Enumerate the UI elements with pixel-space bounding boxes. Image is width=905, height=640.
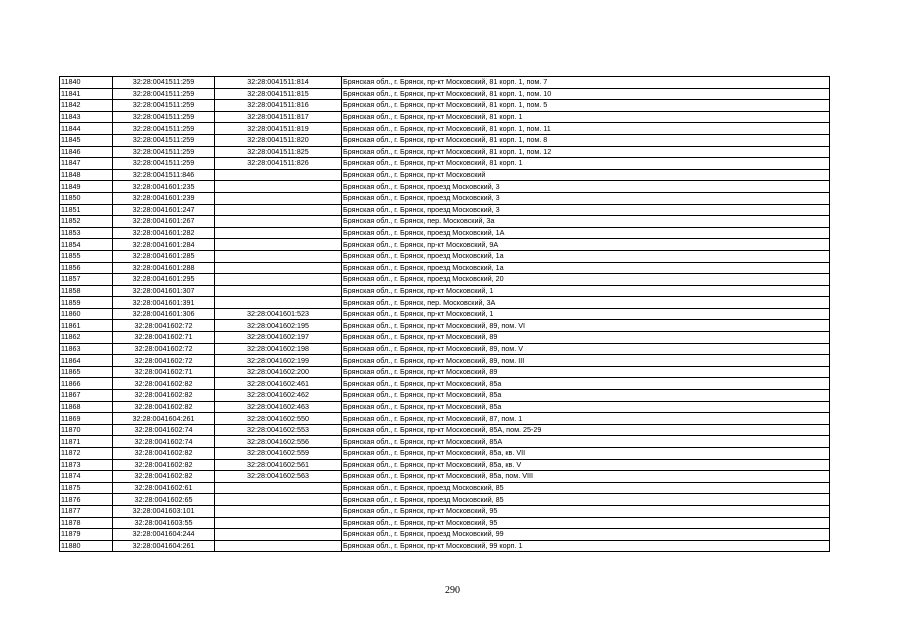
row-number-cell: 11859 bbox=[60, 297, 113, 309]
row-number-cell: 11880 bbox=[60, 540, 113, 552]
table-row bbox=[60, 343, 830, 355]
object-cadastral-number-cell bbox=[215, 192, 342, 204]
row-number-cell: 11845 bbox=[60, 134, 113, 146]
table-row bbox=[60, 459, 830, 471]
object-cadastral-number-cell bbox=[215, 482, 342, 494]
table-row bbox=[60, 471, 830, 483]
address-cell: Брянская обл., г. Брянск, проезд Московский, 1а bbox=[342, 250, 830, 262]
parcel-cadastral-number-cell: 32:28:0041511:259 bbox=[113, 146, 215, 158]
row-number-cell: 11857 bbox=[60, 274, 113, 286]
row-number-cell: 11842 bbox=[60, 100, 113, 112]
row-number-cell: 11846 bbox=[60, 146, 113, 158]
table-row bbox=[60, 216, 830, 228]
row-number-cell: 11855 bbox=[60, 250, 113, 262]
table-row bbox=[60, 88, 830, 100]
row-number-cell: 11848 bbox=[60, 169, 113, 181]
row-number-cell: 11863 bbox=[60, 343, 113, 355]
object-cadastral-number-cell bbox=[215, 227, 342, 239]
table-row bbox=[60, 204, 830, 216]
parcel-cadastral-number-cell: 32:28:0041604:244 bbox=[113, 529, 215, 541]
row-number-cell: 11872 bbox=[60, 448, 113, 460]
row-number-cell: 11873 bbox=[60, 459, 113, 471]
row-number-cell: 11861 bbox=[60, 320, 113, 332]
row-number-cell: 11869 bbox=[60, 413, 113, 425]
table-row bbox=[60, 320, 830, 332]
object-cadastral-number-cell: 32:28:0041511:815 bbox=[215, 88, 342, 100]
parcel-cadastral-number-cell: 32:28:0041601:306 bbox=[113, 308, 215, 320]
address-cell: Брянская обл., г. Брянск, пр-кт Московский, 85а bbox=[342, 401, 830, 413]
parcel-cadastral-number-cell: 32:28:0041601:285 bbox=[113, 250, 215, 262]
parcel-cadastral-number-cell: 32:28:0041602:72 bbox=[113, 343, 215, 355]
address-cell: Брянская обл., г. Брянск, пр-кт Московский, 81 корп. 1, пом. 7 bbox=[342, 77, 830, 89]
object-cadastral-number-cell: 32:28:0041602:463 bbox=[215, 401, 342, 413]
address-cell: Брянская обл., г. Брянск, пр-кт Московский, 81 корп. 1 bbox=[342, 111, 830, 123]
object-cadastral-number-cell bbox=[215, 250, 342, 262]
address-cell: Брянская обл., г. Брянск, пр-кт Московский, 89, пом. V bbox=[342, 343, 830, 355]
table-row bbox=[60, 448, 830, 460]
object-cadastral-number-cell: 32:28:0041602:561 bbox=[215, 459, 342, 471]
table-row bbox=[60, 424, 830, 436]
parcel-cadastral-number-cell: 32:28:0041601:247 bbox=[113, 204, 215, 216]
row-number-cell: 11864 bbox=[60, 355, 113, 367]
table-row bbox=[60, 227, 830, 239]
parcel-cadastral-number-cell: 32:28:0041602:74 bbox=[113, 424, 215, 436]
parcel-cadastral-number-cell: 32:28:0041602:82 bbox=[113, 401, 215, 413]
parcel-cadastral-number-cell: 32:28:0041601:284 bbox=[113, 239, 215, 251]
table-row bbox=[60, 77, 830, 89]
row-number-cell: 11876 bbox=[60, 494, 113, 506]
table-row bbox=[60, 413, 830, 425]
table-row bbox=[60, 390, 830, 402]
object-cadastral-number-cell: 32:28:0041511:820 bbox=[215, 134, 342, 146]
parcel-cadastral-number-cell: 32:28:0041511:259 bbox=[113, 100, 215, 112]
object-cadastral-number-cell bbox=[215, 169, 342, 181]
parcel-cadastral-number-cell: 32:28:0041601:239 bbox=[113, 192, 215, 204]
row-number-cell: 11843 bbox=[60, 111, 113, 123]
table-row bbox=[60, 355, 830, 367]
table-row bbox=[60, 332, 830, 344]
address-cell: Брянская обл., г. Брянск, проезд Московский, 3 bbox=[342, 204, 830, 216]
parcel-cadastral-number-cell: 32:28:0041602:72 bbox=[113, 320, 215, 332]
object-cadastral-number-cell: 32:28:0041602:550 bbox=[215, 413, 342, 425]
table-row bbox=[60, 250, 830, 262]
object-cadastral-number-cell: 32:28:0041602:197 bbox=[215, 332, 342, 344]
object-cadastral-number-cell: 32:28:0041602:461 bbox=[215, 378, 342, 390]
object-cadastral-number-cell bbox=[215, 285, 342, 297]
parcel-cadastral-number-cell: 32:28:0041601:282 bbox=[113, 227, 215, 239]
table-row bbox=[60, 436, 830, 448]
address-cell: Брянская обл., г. Брянск, пр-кт Московский bbox=[342, 169, 830, 181]
parcel-cadastral-number-cell: 32:28:0041603:101 bbox=[113, 505, 215, 517]
parcel-cadastral-number-cell: 32:28:0041604:261 bbox=[113, 413, 215, 425]
object-cadastral-number-cell: 32:28:0041602:199 bbox=[215, 355, 342, 367]
row-number-cell: 11865 bbox=[60, 366, 113, 378]
parcel-cadastral-number-cell: 32:28:0041602:61 bbox=[113, 482, 215, 494]
row-number-cell: 11853 bbox=[60, 227, 113, 239]
object-cadastral-number-cell bbox=[215, 494, 342, 506]
table-row bbox=[60, 517, 830, 529]
parcel-cadastral-number-cell: 32:28:0041511:259 bbox=[113, 123, 215, 135]
table-row bbox=[60, 192, 830, 204]
object-cadastral-number-cell bbox=[215, 297, 342, 309]
table-row bbox=[60, 308, 830, 320]
row-number-cell: 11854 bbox=[60, 239, 113, 251]
table-row bbox=[60, 146, 830, 158]
parcel-cadastral-number-cell: 32:28:0041511:846 bbox=[113, 169, 215, 181]
parcel-cadastral-number-cell: 32:28:0041602:71 bbox=[113, 366, 215, 378]
row-number-cell: 11858 bbox=[60, 285, 113, 297]
row-number-cell: 11871 bbox=[60, 436, 113, 448]
object-cadastral-number-cell bbox=[215, 204, 342, 216]
object-cadastral-number-cell bbox=[215, 239, 342, 251]
address-cell: Брянская обл., г. Брянск, пр-кт Московский, 85а, кв. VII bbox=[342, 448, 830, 460]
parcel-cadastral-number-cell: 32:28:0041602:82 bbox=[113, 390, 215, 402]
address-cell: Брянская обл., г. Брянск, проезд Московский, 20 bbox=[342, 274, 830, 286]
address-cell: Брянская обл., г. Брянск, пр-кт Московский, 81 корп. 1, пом. 10 bbox=[342, 88, 830, 100]
table-row bbox=[60, 111, 830, 123]
parcel-cadastral-number-cell: 32:28:0041604:261 bbox=[113, 540, 215, 552]
cadastral-table bbox=[59, 76, 830, 552]
address-cell: Брянская обл., г. Брянск, пр-кт Московский, 85А bbox=[342, 436, 830, 448]
address-cell: Брянская обл., г. Брянск, пр-кт Московский, 89, пом. VI bbox=[342, 320, 830, 332]
object-cadastral-number-cell bbox=[215, 181, 342, 193]
parcel-cadastral-number-cell: 32:28:0041511:259 bbox=[113, 134, 215, 146]
parcel-cadastral-number-cell: 32:28:0041602:72 bbox=[113, 355, 215, 367]
address-cell: Брянская обл., г. Брянск, пр-кт Московский, 81 корп. 1 bbox=[342, 158, 830, 170]
parcel-cadastral-number-cell: 32:28:0041601:235 bbox=[113, 181, 215, 193]
object-cadastral-number-cell: 32:28:0041511:814 bbox=[215, 77, 342, 89]
address-cell: Брянская обл., г. Брянск, пр-кт Московский, 85а bbox=[342, 378, 830, 390]
address-cell: Брянская обл., г. Брянск, пр-кт Московский, 1 bbox=[342, 285, 830, 297]
address-cell: Брянская обл., г. Брянск, проезд Московский, 99 bbox=[342, 529, 830, 541]
address-cell: Брянская обл., г. Брянск, пр-кт Московский, 95 bbox=[342, 517, 830, 529]
table-row bbox=[60, 134, 830, 146]
address-cell: Брянская обл., г. Брянск, проезд Московский, 3 bbox=[342, 192, 830, 204]
object-cadastral-number-cell: 32:28:0041511:817 bbox=[215, 111, 342, 123]
object-cadastral-number-cell bbox=[215, 262, 342, 274]
table-row bbox=[60, 158, 830, 170]
row-number-cell: 11841 bbox=[60, 88, 113, 100]
address-cell: Брянская обл., г. Брянск, пр-кт Московский, 85А, пом. 25-29 bbox=[342, 424, 830, 436]
object-cadastral-number-cell: 32:28:0041602:556 bbox=[215, 436, 342, 448]
address-cell: Брянская обл., г. Брянск, пр-кт Московский, 85а bbox=[342, 390, 830, 402]
row-number-cell: 11862 bbox=[60, 332, 113, 344]
object-cadastral-number-cell: 32:28:0041602:559 bbox=[215, 448, 342, 460]
row-number-cell: 11840 bbox=[60, 77, 113, 89]
table-row bbox=[60, 378, 830, 390]
parcel-cadastral-number-cell: 32:28:0041602:82 bbox=[113, 378, 215, 390]
row-number-cell: 11874 bbox=[60, 471, 113, 483]
table-row bbox=[60, 529, 830, 541]
row-number-cell: 11878 bbox=[60, 517, 113, 529]
address-cell: Брянская обл., г. Брянск, проезд Московский, 85 bbox=[342, 482, 830, 494]
address-cell: Брянская обл., г. Брянск, пр-кт Московский, 85а, кв. V bbox=[342, 459, 830, 471]
row-number-cell: 11866 bbox=[60, 378, 113, 390]
row-number-cell: 11850 bbox=[60, 192, 113, 204]
row-number-cell: 11867 bbox=[60, 390, 113, 402]
row-number-cell: 11877 bbox=[60, 505, 113, 517]
table-row bbox=[60, 262, 830, 274]
address-cell: Брянская обл., г. Брянск, пр-кт Московский, 81 корп. 1, пом. 11 bbox=[342, 123, 830, 135]
address-cell: Брянская обл., г. Брянск, пр-кт Московский, 95 bbox=[342, 505, 830, 517]
object-cadastral-number-cell: 32:28:0041511:816 bbox=[215, 100, 342, 112]
address-cell: Брянская обл., г. Брянск, пр-кт Московский, 81 корп. 1, пом. 12 bbox=[342, 146, 830, 158]
parcel-cadastral-number-cell: 32:28:0041602:65 bbox=[113, 494, 215, 506]
object-cadastral-number-cell: 32:28:0041601:523 bbox=[215, 308, 342, 320]
table-row bbox=[60, 297, 830, 309]
address-cell: Брянская обл., г. Брянск, проезд Московский, 85 bbox=[342, 494, 830, 506]
row-number-cell: 11868 bbox=[60, 401, 113, 413]
address-cell: Брянская обл., г. Брянск, проезд Московский, 1а bbox=[342, 262, 830, 274]
object-cadastral-number-cell: 32:28:0041602:200 bbox=[215, 366, 342, 378]
parcel-cadastral-number-cell: 32:28:0041601:307 bbox=[113, 285, 215, 297]
table-row bbox=[60, 181, 830, 193]
object-cadastral-number-cell: 32:28:0041511:826 bbox=[215, 158, 342, 170]
table-row bbox=[60, 100, 830, 112]
object-cadastral-number-cell: 32:28:0041602:195 bbox=[215, 320, 342, 332]
row-number-cell: 11870 bbox=[60, 424, 113, 436]
row-number-cell: 11849 bbox=[60, 181, 113, 193]
address-cell: Брянская обл., г. Брянск, пр-кт Московский, 89 bbox=[342, 332, 830, 344]
parcel-cadastral-number-cell: 32:28:0041602:82 bbox=[113, 448, 215, 460]
object-cadastral-number-cell: 32:28:0041602:198 bbox=[215, 343, 342, 355]
row-number-cell: 11856 bbox=[60, 262, 113, 274]
parcel-cadastral-number-cell: 32:28:0041601:267 bbox=[113, 216, 215, 228]
row-number-cell: 11847 bbox=[60, 158, 113, 170]
object-cadastral-number-cell bbox=[215, 274, 342, 286]
address-cell: Брянская обл., г. Брянск, пр-кт Московский, 89, пом. III bbox=[342, 355, 830, 367]
parcel-cadastral-number-cell: 32:28:0041511:259 bbox=[113, 88, 215, 100]
address-cell: Брянская обл., г. Брянск, пр-кт Московский, 1 bbox=[342, 308, 830, 320]
row-number-cell: 11844 bbox=[60, 123, 113, 135]
row-number-cell: 11875 bbox=[60, 482, 113, 494]
address-cell: Брянская обл., г. Брянск, пр-кт Московский, 85а, пом. VIII bbox=[342, 471, 830, 483]
table-row bbox=[60, 169, 830, 181]
object-cadastral-number-cell: 32:28:0041511:819 bbox=[215, 123, 342, 135]
row-number-cell: 11860 bbox=[60, 308, 113, 320]
address-cell: Брянская обл., г. Брянск, пр-кт Московский, 99 корп. 1 bbox=[342, 540, 830, 552]
parcel-cadastral-number-cell: 32:28:0041511:259 bbox=[113, 158, 215, 170]
address-cell: Брянская обл., г. Брянск, пр-кт Московский, 9А bbox=[342, 239, 830, 251]
object-cadastral-number-cell: 32:28:0041602:553 bbox=[215, 424, 342, 436]
object-cadastral-number-cell bbox=[215, 529, 342, 541]
table-row bbox=[60, 285, 830, 297]
page-number: 290 bbox=[445, 585, 460, 596]
table-row bbox=[60, 123, 830, 135]
object-cadastral-number-cell bbox=[215, 505, 342, 517]
address-cell: Брянская обл., г. Брянск, пр-кт Московский, 81 корп. 1, пом. 5 bbox=[342, 100, 830, 112]
table-row bbox=[60, 494, 830, 506]
parcel-cadastral-number-cell: 32:28:0041603:55 bbox=[113, 517, 215, 529]
object-cadastral-number-cell: 32:28:0041511:825 bbox=[215, 146, 342, 158]
object-cadastral-number-cell: 32:28:0041602:462 bbox=[215, 390, 342, 402]
address-cell: Брянская обл., г. Брянск, проезд Московский, 1А bbox=[342, 227, 830, 239]
row-number-cell: 11851 bbox=[60, 204, 113, 216]
row-number-cell: 11852 bbox=[60, 216, 113, 228]
address-cell: Брянская обл., г. Брянск, пер. Московский, 3а bbox=[342, 216, 830, 228]
parcel-cadastral-number-cell: 32:28:0041601:391 bbox=[113, 297, 215, 309]
parcel-cadastral-number-cell: 32:28:0041602:74 bbox=[113, 436, 215, 448]
row-number-cell: 11879 bbox=[60, 529, 113, 541]
table-row bbox=[60, 540, 830, 552]
parcel-cadastral-number-cell: 32:28:0041511:259 bbox=[113, 111, 215, 123]
address-cell: Брянская обл., г. Брянск, пр-кт Московский, 89 bbox=[342, 366, 830, 378]
address-cell: Брянская обл., г. Брянск, пер. Московский, 3А bbox=[342, 297, 830, 309]
parcel-cadastral-number-cell: 32:28:0041601:295 bbox=[113, 274, 215, 286]
table-row bbox=[60, 401, 830, 413]
address-cell: Брянская обл., г. Брянск, проезд Московский, 3 bbox=[342, 181, 830, 193]
table-row bbox=[60, 274, 830, 286]
object-cadastral-number-cell bbox=[215, 517, 342, 529]
parcel-cadastral-number-cell: 32:28:0041511:259 bbox=[113, 77, 215, 89]
parcel-cadastral-number-cell: 32:28:0041602:82 bbox=[113, 459, 215, 471]
parcel-cadastral-number-cell: 32:28:0041602:71 bbox=[113, 332, 215, 344]
table-row bbox=[60, 366, 830, 378]
object-cadastral-number-cell: 32:28:0041602:563 bbox=[215, 471, 342, 483]
object-cadastral-number-cell bbox=[215, 216, 342, 228]
parcel-cadastral-number-cell: 32:28:0041602:82 bbox=[113, 471, 215, 483]
table-row bbox=[60, 505, 830, 517]
object-cadastral-number-cell bbox=[215, 540, 342, 552]
address-cell: Брянская обл., г. Брянск, пр-кт Московский, 81 корп. 1, пом. 8 bbox=[342, 134, 830, 146]
parcel-cadastral-number-cell: 32:28:0041601:288 bbox=[113, 262, 215, 274]
address-cell: Брянская обл., г. Брянск, пр-кт Московский, 87, пом. 1 bbox=[342, 413, 830, 425]
table-row bbox=[60, 482, 830, 494]
table-row bbox=[60, 239, 830, 251]
table-body bbox=[60, 77, 830, 552]
